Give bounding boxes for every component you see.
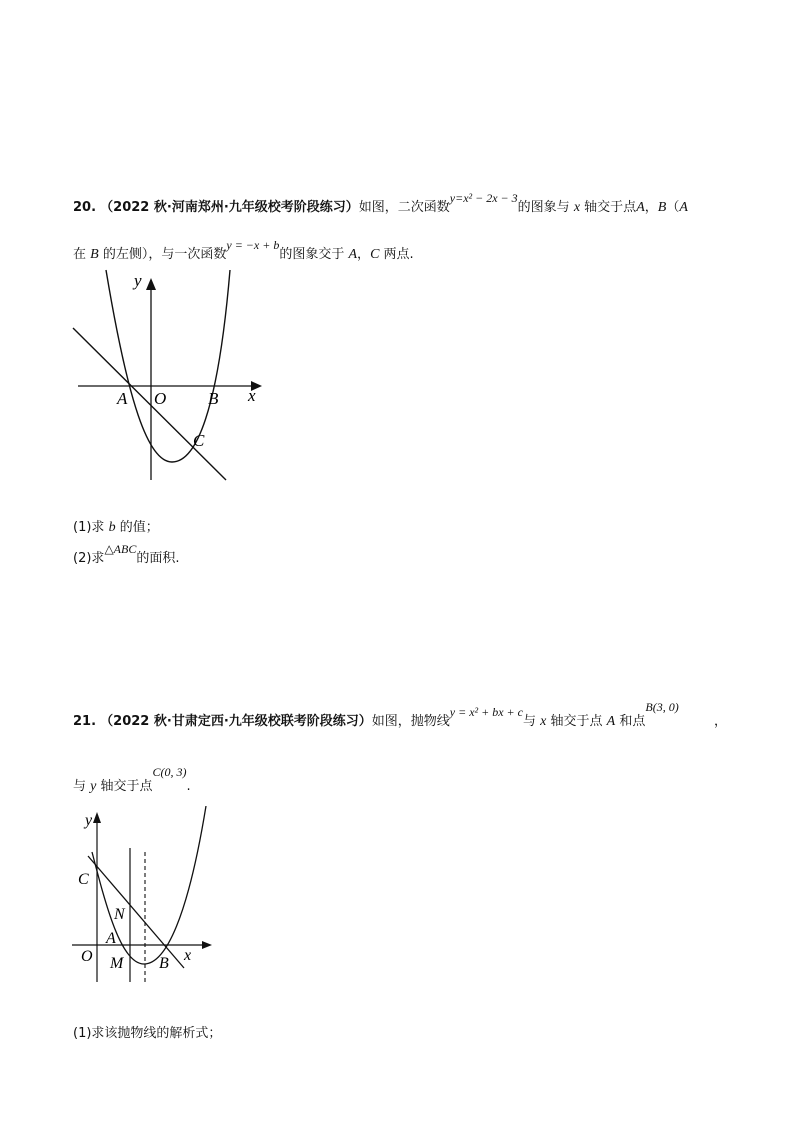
q20-line2: 在 B 的左侧），与一次函数y = −x + b的图象交于 A，C 两点. (73, 238, 414, 262)
q20-sub2: (2)求△ABC的面积. (73, 542, 180, 566)
q20-triangle: △ABC (104, 542, 137, 556)
q21-label-y: y (85, 812, 93, 829)
q20-sub1: (1)求 b 的值； (73, 520, 159, 535)
q20-linear-line (73, 328, 226, 480)
q20-formula-quadratic: y=x² − 2x − 3 (449, 191, 518, 205)
q20-source: （2022 秋·河南郑州·九年级校考阶段练习） (100, 200, 359, 215)
q21-label-O: O (81, 948, 93, 965)
q21-label-A: A (106, 930, 116, 947)
q21-line1-comma: ， (714, 714, 728, 729)
q20-number: 20. (73, 200, 97, 215)
q20-y-arrow (146, 278, 156, 290)
q21-x-arrow (202, 941, 212, 949)
q21-point-B: B(3, 0) (645, 700, 679, 714)
q21-line-bc (88, 856, 184, 968)
q21-label-N: N (114, 906, 125, 923)
q20-label-C: C (193, 431, 205, 450)
q21-label-x: x (184, 947, 192, 964)
q21-line2: 与 y 轴交于点C(0, 3). (73, 765, 191, 794)
q21-formula-parabola: y = x² + bx + c (449, 705, 523, 719)
q21-y-arrow (93, 812, 101, 823)
q20-line1: 20. （2022 秋·河南郑州·九年级校考阶段练习）如图，二次函数y=x² − 2x − 3的图象与 x 轴交于点A，B（A (73, 191, 688, 215)
q21-label-M: M (110, 955, 124, 972)
q20-text: 如图，二次函数 (358, 200, 450, 215)
q20-label-x: x (248, 386, 256, 405)
q20-formula-linear: y = −x + b (226, 238, 280, 252)
q21-figure (66, 806, 216, 992)
q21-sub1: (1)求该抛物线的解析式； (73, 1026, 222, 1041)
q20-parabola (106, 270, 230, 462)
q21-point-C: C(0, 3) (152, 765, 187, 779)
q20-label-O: O (154, 389, 167, 408)
q21-label-B: B (159, 955, 169, 972)
q20-label-B: B (208, 389, 219, 408)
q21-line1: 21. （2022 秋·甘肃定西·九年级校联考阶段练习）如图，抛物线y = x² + bx + c与 x 轴交于点 A 和点B(3, 0) (73, 700, 679, 729)
q20-figure (68, 262, 268, 488)
q20-label-A: A (117, 389, 128, 408)
q20-label-y: y (134, 271, 142, 290)
q21-number: 21. (73, 714, 97, 729)
q21-source: （2022 秋·甘肃定西·九年级校联考阶段练习） (100, 714, 372, 729)
q21-label-C: C (78, 871, 89, 888)
